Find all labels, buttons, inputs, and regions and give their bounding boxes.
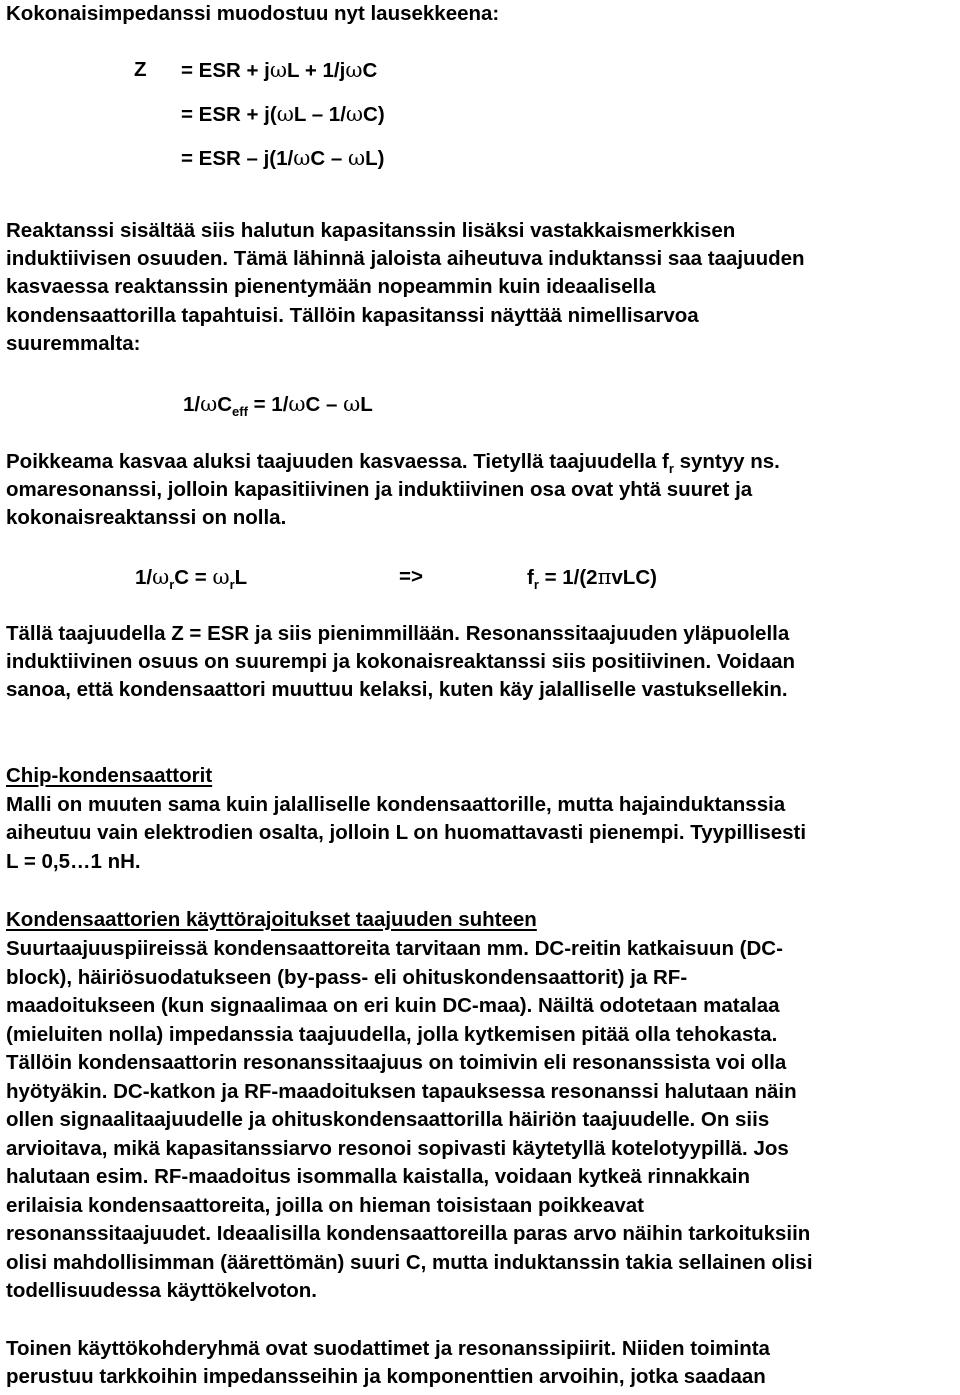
paragraph-line: L = 0,5…1 nH. (6, 850, 141, 873)
paragraph-line: hyötyäkin. DC-katkon ja RF-maadoituksen tapauksessa resonanssi halutaan näin (6, 1080, 797, 1103)
section-heading: Chip-kondensaattorit (6, 764, 213, 787)
resonance-frequency-formula: $f_r = 1/(2\pi vLC)$ (527, 565, 657, 592)
effective-capacitance-equation: $1/\omega C_{eff} = 1/\omega C - \omega L$ (183, 392, 373, 419)
intro-text: Kokonaisimpedanssi muodostuu nyt lausekkeena: (6, 2, 500, 25)
paragraph-line: Poikkeama kasvaa aluksi taajuuden kasvaessa. Tietyllä taajuudella $f_r$ syntyy ns. (6, 450, 780, 476)
paragraph-line: kondensaattorilla tapahtuisi. Tällöin kapasitanssi näyttää nimellisarvoa (6, 304, 699, 327)
equation-row: = ESR – j(1/ωC – ωL) (181, 146, 385, 170)
paragraph-line: aiheutuu vain elektrodien osalta, jolloin L on huomattavasti pienempi. Tyypillisesti (6, 821, 807, 844)
equation-row: = ESR + jωL + 1/jωC (181, 58, 378, 82)
paragraph-line: Malli on muuten sama kuin jalalliselle kondensaattorille, mutta hajainduktanssia (6, 793, 786, 816)
paragraph-line: kasvaessa reaktanssin pienentymään nopeammin kuin ideaalisella (6, 275, 656, 298)
paragraph-line: Tällä taajuudella Z = ESR ja siis pienimmillään. Resonanssitaajuuden yläpuolella (6, 622, 790, 645)
paragraph-line: omaresonanssi, jolloin kapasitiivinen ja induktiivinen osa ovat yhtä suuret ja (6, 478, 753, 501)
equation-row: = ESR + j(ωL – 1/ωC) (181, 102, 385, 126)
implies-arrow: => (399, 565, 423, 588)
paragraph-line: (mieluiten nolla) impedanssia taajuudella, jolla kytkemisen pitää olla tehokasta. (6, 1023, 778, 1046)
paragraph-line: arvioitava, mikä kapasitanssiarvo resonoi sopivasti käytetyllä kotelotyypillä. Jos (6, 1137, 789, 1160)
paragraph-line: perustuu tarkkoihin impedansseihin ja komponenttien arvoihin, jotka saadaan (6, 1365, 766, 1388)
paragraph-line: induktiivinen osuus on suurempi ja kokonaisreaktanssi siis positiivinen. Voidaan (6, 650, 796, 673)
paragraph-line: induktiivisen osuuden. Tämä lähinnä jaloista aiheutuva induktanssi saa taajuuden (6, 247, 805, 270)
paragraph-line: todellisuudessa käyttökelvoton. (6, 1279, 317, 1302)
paragraph-line: suuremmalta: (6, 332, 141, 355)
section-heading: Kondensaattorien käyttörajoitukset taajuuden suhteen (6, 908, 537, 931)
resonance-condition: $1/\omega_rC = \omega_rL$ (135, 565, 248, 592)
paragraph-line: Toinen käyttökohderyhmä ovat suodattimet ja resonanssipiirit. Niiden toiminta (6, 1337, 770, 1360)
paragraph-line: erilaisia kondensaattoreita, joilla on hieman toisistaan poikkeavat (6, 1194, 644, 1217)
paragraph-line: Tällöin kondensaattorin resonanssitaajuus on toimivin eli resonanssista voi olla (6, 1051, 787, 1074)
paragraph-line: Suurtaajuuspiireissä kondensaattoreita tarvitaan mm. DC-reitin katkaisuun (DC- (6, 937, 783, 960)
paragraph-line: Reaktanssi sisältää siis halutun kapasitanssin lisäksi vastakkaismerkkisen (6, 219, 736, 242)
paragraph-line: halutaan esim. RF-maadoitus isommalla kaistalla, voidaan kytkeä rinnakkain (6, 1165, 750, 1188)
paragraph-line: resonanssitaajuudet. Ideaalisilla kondensaattoreilla paras arvo näihin tarkoituksiin (6, 1222, 811, 1245)
equation-lhs: Z (134, 58, 147, 81)
paragraph-line: sanoa, että kondensaattori muuttuu kelaksi, kuten käy jalalliselle vastuksellekin. (6, 678, 788, 701)
paragraph-line: ollen signaalitaajuudelle ja ohituskondensaattorilla häiriön taajuudelle. On siis (6, 1108, 770, 1131)
paragraph-line: block), häiriösuodatukseen (by-pass- eli ohituskondensaattorit) ja RF- (6, 966, 688, 989)
paragraph-line: maadoitukseen (kun signaalimaa on eri kuin DC-maa). Näiltä odotetaan matalaa (6, 994, 780, 1017)
paragraph-line: kokonaisreaktanssi on nolla. (6, 506, 287, 529)
paragraph-line: olisi mahdollisimman (äärettömän) suuri C, mutta induktanssin takia sellainen olisi (6, 1251, 813, 1274)
